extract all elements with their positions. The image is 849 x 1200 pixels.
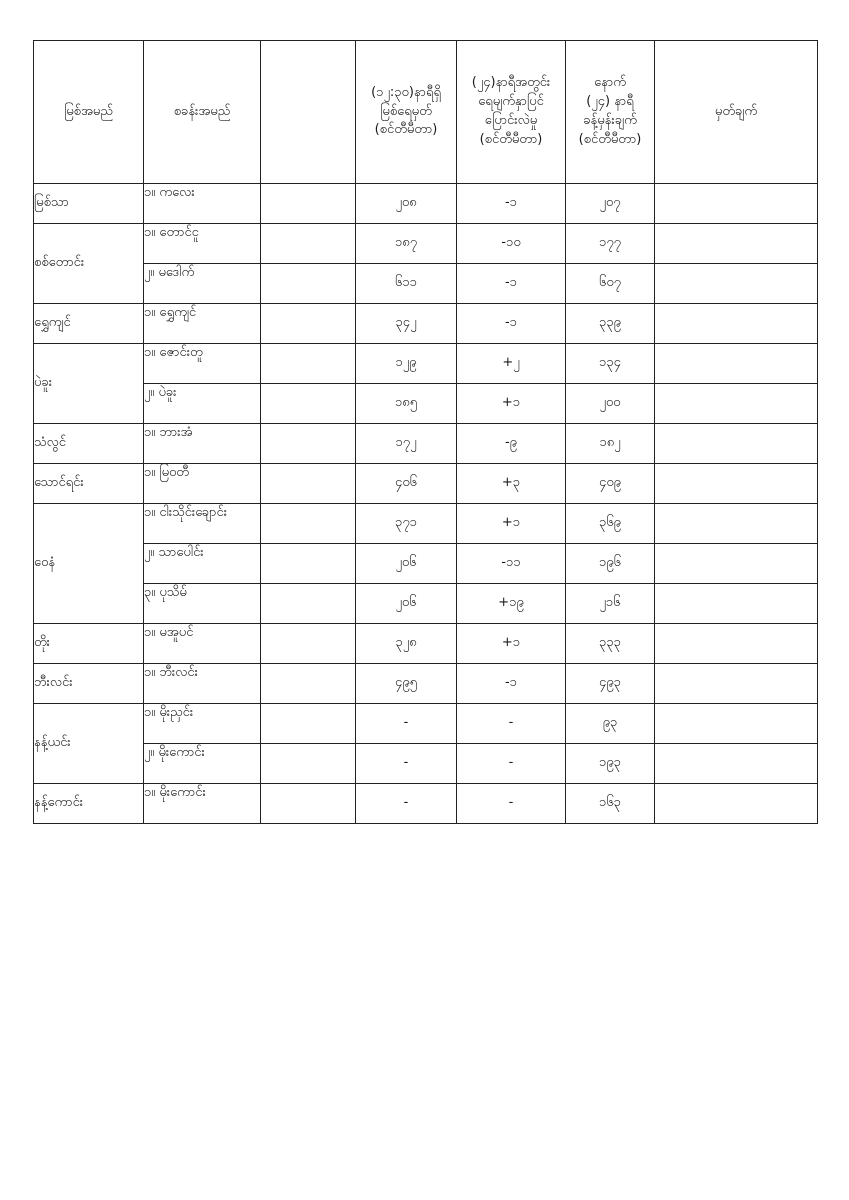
station-name-cell: ၂။ မိုးကောင်း: [144, 744, 261, 784]
change-cell: -: [457, 744, 566, 784]
blank-cell: [261, 744, 356, 784]
blank-cell: [261, 464, 356, 504]
forecast-cell: ၃၆၉: [566, 504, 655, 544]
remark-cell: [655, 344, 818, 384]
header-row: [34, 41, 818, 184]
change-cell: +၁: [457, 384, 566, 424]
blank-cell: [261, 344, 356, 384]
river-name-cell: ဝေနံ: [34, 504, 144, 624]
observed-level-cell: ၂၀၈: [356, 184, 457, 224]
station-name-cell: ၁။ မိုးညှင်း: [144, 704, 261, 744]
change-cell: +၃: [457, 464, 566, 504]
header-observed-level: (၁၂:၃၀)နာရီရှိ မြစ်ရေမှတ် (စင်တီမီတာ): [356, 41, 457, 184]
station-name-cell: ၁။ ငါးသိုင်းချောင်း: [144, 504, 261, 544]
observed-level-cell: ၄၉၅: [356, 664, 457, 704]
observed-level-cell: ၃၄၂: [356, 304, 457, 344]
change-cell: -: [457, 784, 566, 824]
river-name-cell: သံလွင်: [34, 424, 144, 464]
header-24h-forecast: နောက် (၂၄) နာရီ ခန့်မှန်းချက် (စင်တီမီတာ): [566, 41, 655, 184]
change-cell: +၁: [457, 624, 566, 664]
station-name-cell: ၃။ ပုသိမ်: [144, 584, 261, 624]
observed-level-cell: ၃၂၈: [356, 624, 457, 664]
station-name-cell: ၁။ ရွှေကျင်: [144, 304, 261, 344]
station-name-cell: ၁။ မအူပင်: [144, 624, 261, 664]
blank-cell: [261, 304, 356, 344]
blank-cell: [261, 704, 356, 744]
forecast-cell: ၂၀၇: [566, 184, 655, 224]
blank-cell: [261, 264, 356, 304]
header-blank: [261, 41, 356, 184]
forecast-cell: ၁၈၂: [566, 424, 655, 464]
observed-level-cell: ၄၀၆: [356, 464, 457, 504]
observed-level-cell: ၁၈၇: [356, 224, 457, 264]
station-name-cell: ၂။ မဒေါက်: [144, 264, 261, 304]
remark-cell: [655, 784, 818, 824]
change-cell: +၁၉: [457, 584, 566, 624]
change-cell: -၁: [457, 264, 566, 304]
station-name-cell: ၂။ သာပေါင်း: [144, 544, 261, 584]
table-row: [34, 344, 818, 384]
table-row: [34, 704, 818, 744]
river-name-cell: ရွှေကျင်: [34, 304, 144, 344]
table-row: [34, 744, 818, 784]
table-row: [34, 384, 818, 424]
blank-cell: [261, 184, 356, 224]
blank-cell: [261, 784, 356, 824]
observed-level-cell: -: [356, 704, 457, 744]
observed-level-cell: ၁၈၅: [356, 384, 457, 424]
river-name-cell: ပဲခူး: [34, 344, 144, 424]
remark-cell: [655, 744, 818, 784]
table-row: [34, 464, 818, 504]
river-name-cell: တိုး: [34, 624, 144, 664]
remark-cell: [655, 504, 818, 544]
station-name-cell: ၂။ ပဲခူး: [144, 384, 261, 424]
river-name-cell: ဘီးလင်း: [34, 664, 144, 704]
header-station-name: စခန်းအမည်: [144, 41, 261, 184]
table-body: [34, 184, 818, 824]
table-row: [34, 304, 818, 344]
station-name-cell: ၁။ တောင်ငူ: [144, 224, 261, 264]
blank-cell: [261, 624, 356, 664]
remark-cell: [655, 424, 818, 464]
table-row: [34, 784, 818, 824]
observed-level-cell: ၃၇၁: [356, 504, 457, 544]
remark-cell: [655, 184, 818, 224]
blank-cell: [261, 424, 356, 464]
blank-cell: [261, 544, 356, 584]
observed-level-cell: ၁၂၉: [356, 344, 457, 384]
table-row: [34, 504, 818, 544]
table-row: [34, 264, 818, 304]
remark-cell: [655, 384, 818, 424]
station-name-cell: ၁။ မြဝတီ: [144, 464, 261, 504]
forecast-cell: ၄၀၉: [566, 464, 655, 504]
header-remark: မှတ်ချက်: [655, 41, 818, 184]
blank-cell: [261, 584, 356, 624]
forecast-cell: ၁၆၃: [566, 784, 655, 824]
remark-cell: [655, 584, 818, 624]
blank-cell: [261, 504, 356, 544]
change-cell: -၁: [457, 664, 566, 704]
header-river-name: မြစ်အမည်: [34, 41, 144, 184]
forecast-cell: ၁၇၇: [566, 224, 655, 264]
forecast-cell: ၆၀၇: [566, 264, 655, 304]
forecast-cell: ၂၁၆: [566, 584, 655, 624]
remark-cell: [655, 264, 818, 304]
table-row: [34, 664, 818, 704]
remark-cell: [655, 304, 818, 344]
table-row: [34, 224, 818, 264]
change-cell: -၁၀: [457, 224, 566, 264]
observed-level-cell: -: [356, 784, 457, 824]
change-cell: -၉: [457, 424, 566, 464]
header-24h-change: (၂၄)နာရီအတွင်း ရေမျက်နှာပြင် ပြောင်းလဲမှု (စင်တီမီတာ): [457, 41, 566, 184]
forecast-cell: ၄၉၃: [566, 664, 655, 704]
forecast-cell: ၃၃၃: [566, 624, 655, 664]
table-row: [34, 424, 818, 464]
station-name-cell: ၁။ ဘားအံ: [144, 424, 261, 464]
forecast-cell: ၁၉၃: [566, 744, 655, 784]
forecast-cell: ၉၃: [566, 704, 655, 744]
river-name-cell: စစ်တောင်း: [34, 224, 144, 304]
forecast-cell: ၂၀၀: [566, 384, 655, 424]
forecast-cell: ၁၃၄: [566, 344, 655, 384]
station-name-cell: ၁။ ဇောင်းတူ: [144, 344, 261, 384]
table-row: [34, 544, 818, 584]
river-name-cell: မြစ်သာ: [34, 184, 144, 224]
change-cell: -၁: [457, 184, 566, 224]
river-name-cell: သောင်ရင်း: [34, 464, 144, 504]
remark-cell: [655, 544, 818, 584]
table-row: [34, 584, 818, 624]
table-row: [34, 624, 818, 664]
station-name-cell: ၁။ မိုးကောင်း: [144, 784, 261, 824]
river-level-table: [33, 40, 818, 824]
remark-cell: [655, 704, 818, 744]
blank-cell: [261, 664, 356, 704]
observed-level-cell: ၂၀၆: [356, 544, 457, 584]
remark-cell: [655, 624, 818, 664]
forecast-cell: ၃၃၉: [566, 304, 655, 344]
river-name-cell: နန့်ယင်း: [34, 704, 144, 784]
forecast-cell: ၁၉၆: [566, 544, 655, 584]
station-name-cell: ၁။ ဘီးလင်း: [144, 664, 261, 704]
river-name-cell: နန့်ကောင်း: [34, 784, 144, 824]
change-cell: -: [457, 704, 566, 744]
change-cell: -၁: [457, 304, 566, 344]
blank-cell: [261, 224, 356, 264]
change-cell: +၂: [457, 344, 566, 384]
observed-level-cell: ၂၀၆: [356, 584, 457, 624]
remark-cell: [655, 464, 818, 504]
station-name-cell: ၁။ ကလေး: [144, 184, 261, 224]
observed-level-cell: ၁၇၂: [356, 424, 457, 464]
remark-cell: [655, 224, 818, 264]
observed-level-cell: ၆၁၁: [356, 264, 457, 304]
blank-cell: [261, 384, 356, 424]
observed-level-cell: -: [356, 744, 457, 784]
change-cell: +၁: [457, 504, 566, 544]
remark-cell: [655, 664, 818, 704]
change-cell: -၁၁: [457, 544, 566, 584]
table-row: [34, 184, 818, 224]
